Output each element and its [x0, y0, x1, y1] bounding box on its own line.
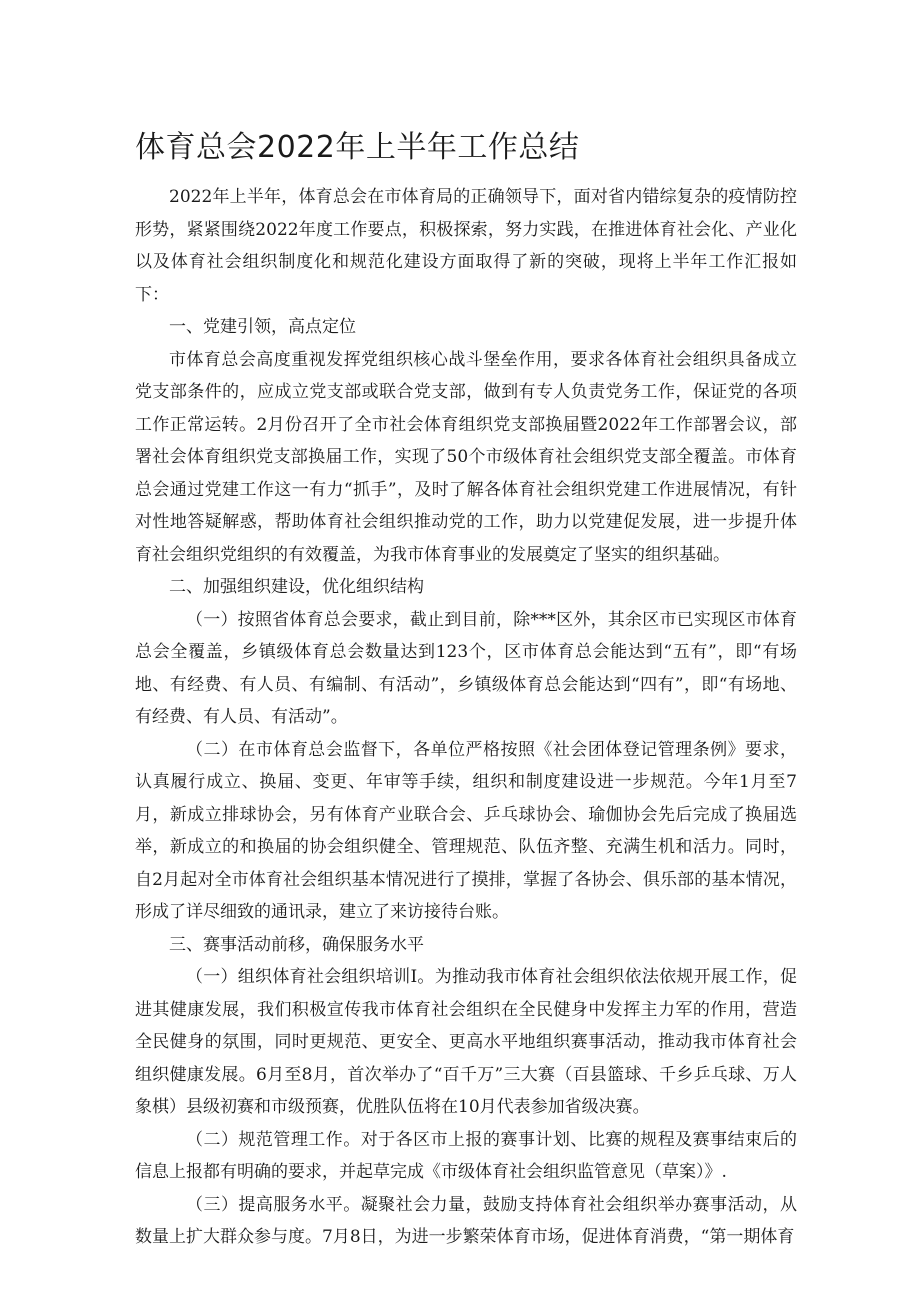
document-title: 体育总会2022年上半年工作总结 [135, 130, 580, 165]
section-3-heading: 三、赛事活动前移，确保服务水平 [169, 934, 424, 955]
section-1-heading: 一、党建引领，高点定位 [169, 317, 356, 337]
section-3-paragraph-2: （二）规范管理工作。对于各区市上报的赛事计划、比赛的规程及赛事结束后的信息上报都有明确的要求，并起草完成《市级体育社会组织监管意见（草案）》. [135, 1129, 797, 1182]
section-2-paragraph-1: （一）按照省体育总会要求，截止到目前，除***区外，其余区市已实现区市体育总会全覆盖，乡镇级体育总会数量达到123个，区市体育总会能达到“五有”，即“有场地、有经费、有人员、有编制、有活动”，乡镇级体育总会能达到“四有”，即“有场地、有经费、有人员、有活动”。 [135, 609, 797, 727]
intro-paragraph: 2022年上半年，体育总会在市体育局的正确领导下，面对省内错综复杂的疫情防控形势，紧紧围绕2022年度工作要点，积极探索，努力实践，在推进体育社会化、产业化以及体育社会组织制度化和规范化建设方面取得了新的突破，现将上半年工作汇报如下： [135, 187, 797, 305]
section-3-paragraph-3: （三）提高服务水平。凝聚社会力量，鼓励支持体育社会组织举办赛事活动，从数量上扩大群众参与度。7月8日，为进一步繁荣体育市场，促进体育消费，“第一期体育 [135, 1194, 797, 1247]
document-body [135, 181, 797, 1254]
section-2-heading: 二、加强组织建设，优化组织结构 [169, 577, 424, 597]
section-3-paragraph-1: （一）组织体育社会组织培训I。为推动我市体育社会组织依法依规开展工作，促进其健康发展，我们积极宣传我市体育社会组织在全民健身中发挥主力军的作用，营造全民健身的氛围，同时更规范、更安全、更高水平地组织赛事活动，推动我市体育社会组织健康发展。6月至8月，首次举办了“百千万”三大赛（百县篮球、千乡乒乓球、万人象棋）县级初赛和市级预赛，优胜队伍将在10月代表参加省级决赛。 [135, 967, 797, 1117]
section-2-paragraph-2: （二）在市体育总会监督下，各单位严格按照《社会团体登记管理条例》要求，认真履行成立、换届、变更、年审等手续，组织和制度建设进一步规范。今年1月至7月，新成立排球协会，另有体育产业联合会、乒乓球协会、瑜伽协会先后完成了换届选举，新成立的和换届的协会组织健全、管理规范、队伍齐整、充满生机和活力。同时，自2月起对全市体育社会组织基本情况进行了摸排，掌握了各协会、俱乐部的基本情况，形成了详尽细致的通讯录，建立了来访接待台账。 [135, 739, 797, 922]
section-1-paragraph-1: 市体育总会高度重视发挥党组织核心战斗堡垒作用，要求各体育社会组织具备成立党支部条件的，应成立党支部或联合党支部，做到有专人负责党务工作，保证党的各项工作正常运转。2月份召开了全市社会体育组织党支部换届暨2022年工作部署会议，部署社会体育组织党支部换届工作，实现了50个市级体育社会组织党支部全覆盖。市体育总会通过党建工作这一有力“抓手”，及时了解各体育社会组织党建工作进展情况，有针对性地答疑解惑，帮助体育社会组织推动党的工作，助力以党建促发展，进一步提升体育社会组织党组织的有效覆盖，为我市体育事业的发展奠定了坚实的组织基础。 [135, 349, 797, 565]
